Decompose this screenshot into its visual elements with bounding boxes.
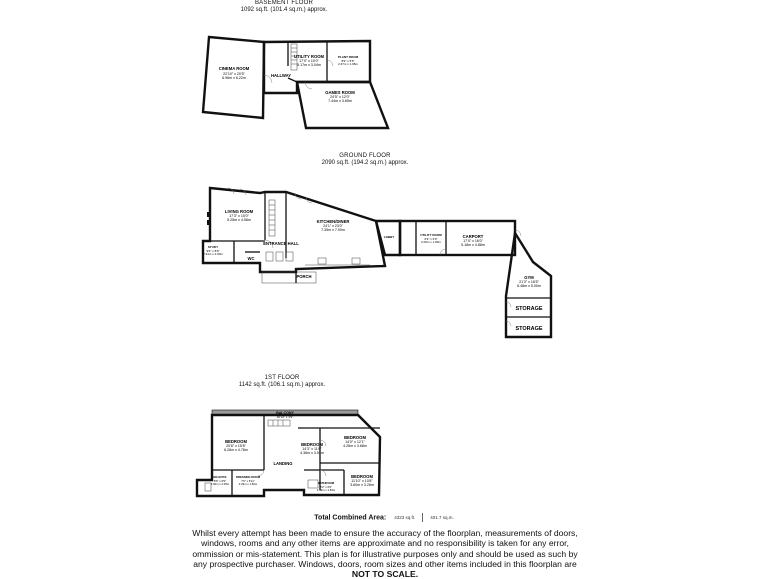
room-name: CINEMA ROOM bbox=[218, 66, 250, 71]
room-metric: 7.35m x 7.00m bbox=[321, 228, 345, 232]
room-metric: 3.60m x 3.26m bbox=[350, 483, 374, 487]
first-stairs bbox=[268, 420, 290, 426]
total-area-sqm: 401.7 sq.m. bbox=[430, 515, 454, 520]
room-name: STORAGE bbox=[515, 326, 543, 332]
basement-door-3 bbox=[327, 60, 333, 66]
room-metric: 4.36m x 3.51m bbox=[300, 451, 324, 455]
room-metric: 5.18m x 4.88m bbox=[461, 243, 485, 247]
room-dims: 20'6" x 15'8" bbox=[226, 444, 246, 448]
room-metric: 7.44m x 3.65m bbox=[328, 99, 352, 103]
ground-plan bbox=[203, 188, 551, 337]
first-area: 1142 sq.ft. (106.1 sq.m.) approx. bbox=[238, 382, 326, 388]
room-dims: 8'9" x 5'6" bbox=[341, 59, 355, 63]
room-name: CARPORT bbox=[462, 234, 484, 239]
bathroom-fixture bbox=[308, 480, 318, 488]
room-dims: 24'1" x 23'0" bbox=[323, 224, 343, 228]
first-title: 1ST FLOOR bbox=[264, 375, 300, 381]
hall-fixture bbox=[266, 252, 273, 261]
ground-stairs bbox=[269, 200, 275, 236]
kitchen-appliance bbox=[318, 258, 326, 264]
room-dims: 6'9" x 6'0" bbox=[424, 237, 438, 241]
room-name: GAMES ROOM bbox=[325, 90, 355, 95]
room-name: UTILITY ROOM bbox=[420, 233, 442, 237]
room-dims: 21'3" x 16'5" bbox=[519, 280, 539, 284]
room-name: PLANT ROOM bbox=[337, 55, 359, 59]
basement-area: 1092 sq.ft. (101.4 sq.m.) approx. bbox=[240, 7, 328, 13]
first-plan bbox=[197, 410, 380, 496]
utility-carport-walls bbox=[400, 221, 515, 255]
room-dims: 14'0" x 12'1" bbox=[345, 440, 365, 444]
kitchen-appliance bbox=[352, 258, 360, 264]
disclaimer-emphasis: NOT TO SCALE. bbox=[351, 569, 419, 579]
room-name: STUDY bbox=[207, 245, 219, 249]
total-area-sqft: 4323 sq.ft. bbox=[394, 515, 416, 520]
room-dims: 22'10" x 20'5" bbox=[223, 72, 245, 76]
room-name: LANDING bbox=[273, 461, 293, 466]
room-name: STORAGE bbox=[515, 306, 543, 312]
room-metric: 6.96m x 6.22m bbox=[222, 76, 246, 80]
room-dims: 14'3" x 11'6" bbox=[302, 447, 322, 451]
room-name: BEDROOM bbox=[225, 439, 247, 444]
room-name: BEDROOM bbox=[351, 474, 373, 479]
room-metric: 2.29m x 1.80m bbox=[238, 482, 258, 486]
room-name: BEDROOM bbox=[344, 435, 366, 440]
total-divider bbox=[422, 513, 423, 522]
room-name: PORCH bbox=[296, 274, 312, 279]
room-name: HALLWAY bbox=[270, 73, 292, 78]
basement-plan bbox=[203, 37, 388, 128]
room-metric: 2.60m x 2.05m bbox=[210, 482, 230, 486]
room-dims: 7'6" x 5'11" bbox=[241, 479, 255, 483]
hallway-divider-2 bbox=[288, 78, 297, 82]
room-name: ENTRANCE HALL bbox=[263, 241, 299, 246]
ground-title: GROUND FLOOR bbox=[339, 153, 391, 159]
disclaimer-text: Whilst every attempt has been made to ensure the accuracy of the floorplan, measurements of doors, windows, rooms and any other items are approximate and no responsibility is taken for any error, ommission or mis-statement. This plan is for illustrative purposes only and should be used as such by any prospective purchaser. Windows, doors, room sizes and other items included in this floorplan are bbox=[192, 528, 578, 569]
first-door bbox=[320, 470, 326, 476]
total-area-label: Total Combined Area: bbox=[314, 514, 387, 522]
room-name: GYM bbox=[524, 275, 534, 280]
room-dims: 24'5" x 12'0" bbox=[330, 95, 350, 99]
total-area bbox=[0, 513, 768, 522]
room-metric: 5.17m x 3.04m bbox=[297, 63, 321, 67]
fireplace bbox=[207, 220, 210, 225]
room-metric: 6.26m x 4.78m bbox=[224, 448, 248, 452]
room-dims: 11'10" x 10'8" bbox=[351, 479, 373, 483]
room-dims: 9'6" x 8'6" bbox=[206, 249, 220, 253]
basement-upper-walls bbox=[264, 41, 370, 93]
room-name: LIVING ROOM bbox=[224, 209, 254, 214]
room-dims: 8'6" x 6'9" bbox=[213, 479, 227, 483]
ground-area: 2090 sq.ft. (194.2 sq.m.) approx. bbox=[321, 160, 409, 166]
room-metric: 5.25m x 4.58m bbox=[227, 218, 251, 222]
main-house-walls bbox=[203, 188, 385, 272]
hall-fixture bbox=[276, 252, 283, 261]
room-name: WC bbox=[247, 256, 255, 261]
room-name: KITCHEN/DINER bbox=[316, 219, 350, 224]
room-metric: 6.48m x 5.00m bbox=[517, 284, 541, 288]
room-dims: 17'0" x 10'0" bbox=[299, 59, 319, 63]
room-name: UTILITY ROOM bbox=[294, 54, 324, 59]
room-dims: 8'2" x 6'0" bbox=[319, 485, 333, 489]
room-dims: 17'0" x 16'0" bbox=[463, 239, 483, 243]
room-metric: 2.67m x 1.68m bbox=[338, 62, 358, 66]
room-name: BATHROOM bbox=[317, 481, 335, 485]
room-name: BEDROOM bbox=[301, 442, 323, 447]
disclaimer bbox=[190, 528, 580, 579]
room-name: EN-SUITE bbox=[213, 475, 227, 479]
room-metric: 2.49m x 1.83m bbox=[316, 488, 336, 492]
room-name: LOBBY bbox=[383, 235, 395, 239]
room-metric: 4.26m x 3.68m bbox=[343, 444, 367, 448]
room-metric: 2.91m x 2.60m bbox=[203, 252, 223, 256]
fireplace bbox=[207, 212, 210, 217]
room-name: BALCONY bbox=[276, 411, 294, 415]
basement-title: BASEMENT FLOOR bbox=[254, 0, 314, 6]
hall-fixture bbox=[286, 252, 293, 261]
room-dims: 17'3" x 15'0" bbox=[229, 214, 249, 218]
room-name: DRESSING ROOM bbox=[235, 475, 261, 479]
room-metric: 2.06m x 1.83m bbox=[421, 240, 441, 244]
room-dims: 40'10" x 3'9" bbox=[276, 415, 294, 419]
